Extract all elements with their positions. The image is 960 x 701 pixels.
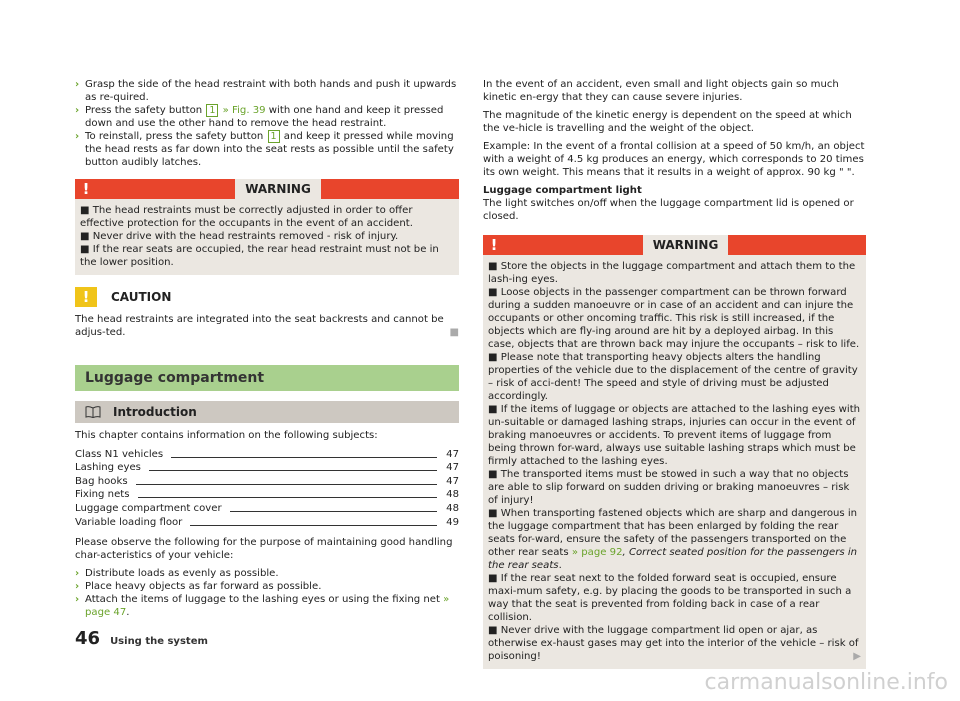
light-text: The light switches on/off when the luggage compartment lid is opened or closed.	[483, 198, 854, 222]
warning-box	[483, 235, 866, 669]
toc-entry[interactable]	[75, 501, 459, 515]
toc-entry[interactable]	[75, 488, 459, 502]
toc-page: 48	[446, 489, 459, 501]
toc-label: Class N1 vehicles	[75, 448, 164, 460]
warning-item-end: .	[558, 560, 562, 571]
toc-leader	[190, 525, 437, 526]
step-text-part: To reinstall, press the safety button	[85, 131, 267, 142]
toc-entry[interactable]	[75, 515, 459, 529]
reference-title: , Correct seated position for the passengers in the rear seats	[488, 547, 858, 571]
warning-bar	[321, 179, 459, 199]
warning-label: WARNING	[235, 179, 321, 199]
toc-page: 49	[446, 516, 459, 528]
page-link[interactable]: » page 92	[571, 547, 623, 558]
caution-label: CAUTION	[111, 289, 172, 304]
toc-entry[interactable]	[75, 461, 459, 475]
chevron-right-icon: ›	[75, 105, 80, 116]
warning-box	[75, 179, 459, 275]
step-text-part: with one hand and keep it pressed down and use the other hand to remove the head restraint.	[85, 105, 444, 129]
step-text: Grasp the side of the head restraint with both hands and push it upwards as re-quired.	[85, 79, 457, 103]
warning-item: ■ Loose objects in the passenger compartment can be thrown forward during a sudden manoeuvre or in case of an accident and can injure the occupants or other oncoming traffic. This risk is still increased, if the objects which are fly-ing around are hit by a deployed airbag. In this case, objects that are thrown back may injure the occupants – risk to life.	[488, 287, 860, 350]
step-text: Place heavy objects as far forward as possible.	[85, 580, 322, 592]
chevron-right-icon: ›	[75, 567, 80, 579]
warning-item: ■ If the rear seats are occupied, the rear head restraint must not be in the lower position.	[80, 244, 439, 268]
paragraph: Example: In the event of a frontal collision at a speed of 50 km/h, an object with a weight of 4.5 kg produces an energy, which corresponds to 20 times its own weight. This means that it results in a weight of approx. 90 kg " ".	[483, 141, 865, 178]
step-text-part: and keep it pressed while moving the head rests as far down into the seat rests as possible until the safety button audibly latches.	[85, 131, 454, 168]
toc-list	[75, 447, 459, 529]
chevron-right-icon: ›	[75, 79, 80, 90]
chevron-right-icon: ›	[75, 131, 80, 142]
caution-icon: !	[75, 287, 97, 307]
intro-text: This chapter contains information on the following subjects:	[75, 430, 378, 441]
warning-item: ■ Store the objects in the luggage compartment and attach them to the lash-ing eyes.	[488, 261, 856, 285]
warning-item	[488, 624, 861, 663]
observe-steps	[75, 567, 459, 619]
step-text-part: Attach the items of luggage to the lashing eyes or using the fixing net	[85, 593, 444, 605]
toc-page: 48	[446, 502, 459, 514]
page-footer	[75, 628, 208, 649]
step-text: Distribute loads as evenly as possible.	[85, 567, 279, 579]
warning-item: ■ The head restraints must be correctly adjusted in order to offer effective protection for the occupants in the event of an accident.	[80, 205, 413, 229]
watermark: carmanualsonline.info	[704, 670, 948, 695]
toc-page: 47	[446, 448, 459, 460]
caution-text-body: The head restraints are integrated into the seat backrests and cannot be adjus-ted.	[75, 314, 444, 338]
chevron-right-icon: ›	[75, 580, 80, 592]
page-number: 46	[75, 628, 101, 649]
section-end-icon: ■	[449, 327, 459, 338]
toc-leader	[230, 511, 437, 512]
step-text-part: .	[126, 606, 130, 618]
step-text	[85, 593, 459, 619]
warning-body	[483, 255, 866, 669]
toc-label: Fixing nets	[75, 489, 130, 501]
light-heading: Luggage compartment light	[483, 185, 642, 196]
toc-leader	[171, 457, 437, 458]
warning-header	[483, 235, 866, 255]
button-reference-box: 1	[268, 130, 280, 143]
warning-item-text: ■ When transporting fastened objects which are sharp and dangerous in the luggage compartment that has been enlarged by folding the rear seats for-ward, ensure the safety of the passengers transported on the other rear seats	[488, 508, 858, 558]
right-column	[483, 78, 866, 681]
caution-header	[75, 287, 459, 307]
caution-text	[75, 313, 459, 339]
step-text	[85, 130, 459, 169]
step-item	[75, 593, 459, 619]
step-item	[75, 567, 459, 580]
warning-item: ■ The transported items must be stowed in such a way that no objects are able to slip forward on sudden driving or braking manoeuvres – risk of injury!	[488, 469, 850, 506]
toc-label: Variable loading floor	[75, 516, 183, 528]
toc-page: 47	[446, 462, 459, 474]
warning-bar	[97, 179, 235, 199]
warning-bar	[728, 235, 866, 255]
chevron-right-icon: ›	[75, 593, 80, 605]
warning-item	[488, 507, 861, 572]
step-item	[75, 130, 459, 169]
figure-link[interactable]: » Fig. 39	[219, 105, 266, 116]
warning-item: ■ If the items of luggage or objects are attached to the lashing eyes with un-suitable or damaged lashing straps, injuries can occur in the event of braking manoeuvres or accidents. To prevent items of luggage from being thrown for-ward, always use suitable lashing straps which must be firmly attached to the lashing eyes.	[488, 404, 861, 467]
intro-header	[75, 401, 459, 423]
paragraph: The magnitude of the kinetic energy is dependent on the speed at which the ve-hicle is travelling and the weight of the object.	[483, 110, 852, 134]
step-item	[75, 580, 459, 593]
warning-item-text: ■ Never drive with the luggage compartment lid open or ajar, as otherwise ex-haust gases may get into the interior of the vehicle – risk of poisoning!	[488, 625, 859, 662]
warning-header	[75, 179, 459, 199]
step-item	[75, 78, 459, 104]
warning-item: ■ Please note that transporting heavy objects alters the handling properties of the vehicle due to the displacement of the centre of gravity – risk of acci-dent! The speed and style of driving must be adjusted accordingly.	[488, 352, 858, 402]
step-text-part: Press the safety button	[85, 105, 206, 116]
left-column	[75, 78, 459, 619]
toc-label: Bag hooks	[75, 475, 128, 487]
removal-steps	[75, 78, 459, 169]
step-item	[75, 104, 459, 130]
warning-bar	[505, 235, 643, 255]
toc-label: Luggage compartment cover	[75, 502, 222, 514]
book-icon	[85, 406, 101, 418]
toc-page: 47	[446, 475, 459, 487]
warning-icon: !	[483, 235, 505, 255]
toc-leader	[149, 470, 437, 471]
section-title: Luggage compartment	[75, 365, 459, 391]
toc-entry[interactable]	[75, 447, 459, 461]
observe-text: Please observe the following for the purpose of maintaining good handling char-acteristics of your vehicle:	[75, 536, 453, 561]
page-link[interactable]: » page 47	[85, 593, 450, 618]
warning-icon: !	[75, 179, 97, 199]
warning-item: ■ Never drive with the head restraints removed - risk of injury.	[80, 231, 399, 242]
button-reference-box: 1	[206, 104, 218, 117]
toc-entry[interactable]	[75, 474, 459, 488]
toc-label: Lashing eyes	[75, 462, 141, 474]
footer-title: Using the system	[110, 636, 208, 647]
step-text	[85, 104, 459, 130]
toc-leader	[136, 484, 437, 485]
warning-label: WARNING	[643, 235, 729, 255]
continue-arrow-icon: ▶	[853, 651, 861, 662]
warning-item: ■ If the rear seat next to the folded forward seat is occupied, ensure maxi-mum safety, e.g. by placing the goods to be transported in such a way that the seat is prevented from folding back in case of a rear collision.	[488, 573, 852, 623]
warning-body	[75, 199, 459, 275]
intro-title: Introduction	[113, 405, 197, 419]
paragraph: In the event of an accident, even small and light objects gain so much kinetic en-ergy that they can cause severe injuries.	[483, 79, 839, 103]
toc-leader	[138, 497, 438, 498]
